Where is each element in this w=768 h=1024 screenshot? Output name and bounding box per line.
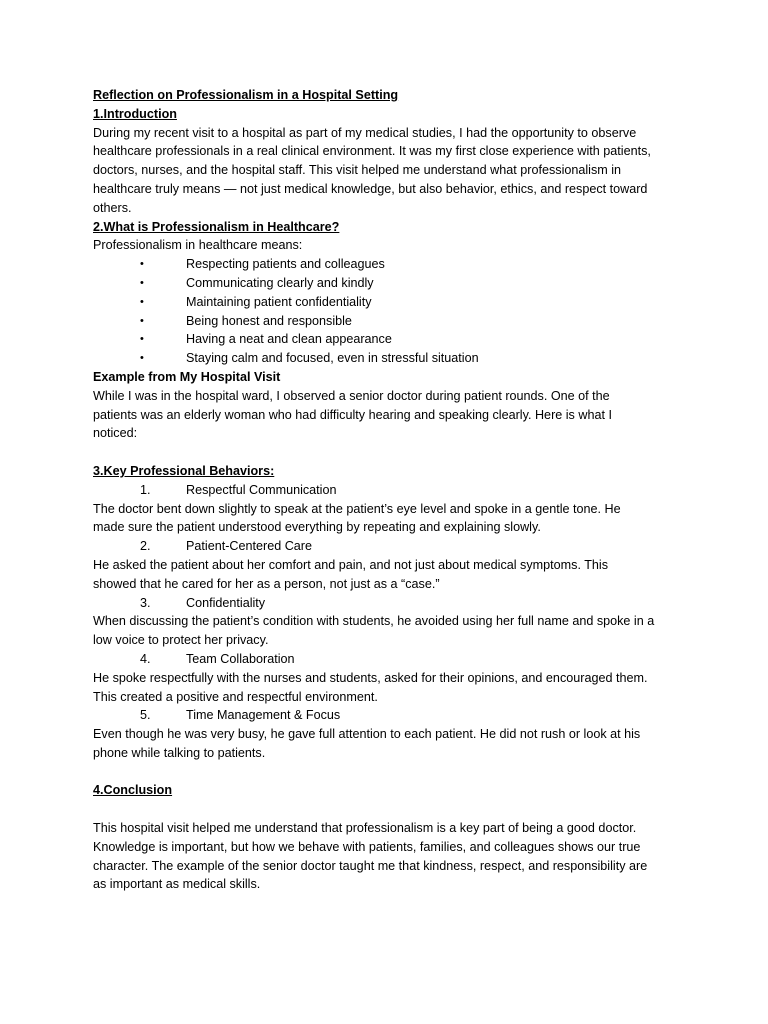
list-item (93, 255, 683, 274)
blank-line (93, 763, 683, 782)
paragraph-line: character. The example of the senior doctor taught me that kindness, respect, and responsibility are (93, 858, 648, 873)
behavior-item (93, 706, 683, 762)
list-item (93, 312, 683, 331)
item-title: Time Management & Focus (186, 708, 341, 723)
paragraph-line: showed that he cared for her as a person, not just as a “case.” (93, 576, 440, 591)
paragraph-line: healthcare truly means — not just medical knowledge, but also behavior, ethics, and respect toward (93, 181, 648, 196)
bullet-icon: • (140, 352, 144, 365)
paragraph-line: The doctor bent down slightly to speak at the patient’s eye level and spoke in a gentle tone. He (93, 501, 621, 516)
bullet-icon: • (140, 276, 144, 289)
paragraph-line: others. (93, 200, 132, 215)
list-item (93, 330, 683, 349)
item-number: 1. (140, 482, 151, 497)
behavior-item (93, 650, 683, 706)
behavior-item (93, 537, 683, 593)
section-heading-what-is-professionalism: 2.What is Professionalism in Healthcare? (93, 219, 340, 234)
numbered-item (93, 537, 683, 556)
paragraph-line: low voice to protect her privacy. (93, 633, 269, 648)
paragraph-line: He spoke respectfully with the nurses and students, asked for their opinions, and encouraged them. (93, 670, 648, 685)
list-item-text: Being honest and responsible (186, 313, 352, 328)
example-paragraph (93, 387, 683, 443)
list-item-text: Maintaining patient confidentiality (186, 294, 372, 309)
bullet-icon: • (140, 295, 144, 308)
item-number: 4. (140, 651, 151, 666)
item-number: 3. (140, 595, 151, 610)
paragraph-line: While I was in the hospital ward, I observed a senior doctor during patient rounds. One of the (93, 388, 610, 403)
numbered-item (93, 706, 683, 725)
paragraph-line: doctors, nurses, and the hospital staff. This visit helped me understand what professionalism in (93, 163, 622, 178)
item-title: Confidentiality (186, 595, 266, 610)
example-subheading: Example from My Hospital Visit (93, 369, 281, 384)
item-title: Patient-Centered Care (186, 539, 313, 554)
document-page (93, 86, 683, 894)
section-heading-key-behaviors: 3.Key Professional Behaviors: (93, 463, 275, 478)
section-heading-introduction: 1.Introduction (93, 106, 177, 121)
item-title: Respectful Communication (186, 482, 337, 497)
list-item (93, 293, 683, 312)
document-title: Reflection on Professionalism in a Hospital Setting (93, 88, 399, 102)
numbered-item (93, 481, 683, 500)
item-title: Team Collaboration (186, 651, 295, 666)
item-number: 2. (140, 539, 151, 554)
paragraph-line: During my recent visit to a hospital as part of my medical studies, I had the opportunity to observe (93, 125, 637, 140)
list-item-text: Having a neat and clean appearance (186, 332, 392, 347)
list-item-text: Communicating clearly and kindly (186, 275, 374, 290)
list-item (93, 349, 683, 368)
bullet-icon: • (140, 333, 144, 346)
paragraph-line: noticed: (93, 426, 138, 441)
paragraph-line: as important as medical skills. (93, 877, 261, 892)
paragraph-line: This hospital visit helped me understand that professionalism is a key part of being a good doctor. (93, 821, 637, 836)
introduction-paragraph (93, 124, 683, 218)
numbered-item (93, 650, 683, 669)
bullet-list (93, 255, 683, 368)
paragraph-line: This created a positive and respectful environment. (93, 689, 378, 704)
paragraph-line: He asked the patient about her comfort and pain, and not just about medical symptoms. This (93, 557, 609, 572)
paragraph-line: healthcare professionals in a real clinical environment. It was my first close experience with patients, (93, 144, 651, 159)
item-number: 5. (140, 708, 151, 723)
bullet-icon: • (140, 258, 144, 271)
paragraph-line: Even though he was very busy, he gave full attention to each patient. He did not rush or look at his (93, 727, 641, 742)
bullet-list-intro: Professionalism in healthcare means: (93, 238, 303, 253)
paragraph-line: made sure the patient understood everything by repeating and explaining slowly. (93, 520, 541, 535)
list-item-text: Staying calm and focused, even in stressful situation (186, 351, 479, 366)
behavior-item (93, 481, 683, 537)
section-heading-conclusion: 4.Conclusion (93, 783, 173, 798)
paragraph-line: When discussing the patient’s condition with students, he avoided using her full name and spoke in a (93, 614, 655, 629)
conclusion-paragraph (93, 819, 683, 894)
list-item-text: Respecting patients and colleagues (186, 257, 385, 272)
behavior-item (93, 594, 683, 650)
numbered-item (93, 594, 683, 613)
bullet-icon: • (140, 314, 144, 327)
blank-line (93, 443, 683, 462)
paragraph-line: phone while talking to patients. (93, 745, 266, 760)
blank-line (93, 800, 683, 819)
paragraph-line: Knowledge is important, but how we behave with patients, families, and colleagues shows our true (93, 839, 641, 854)
paragraph-line: patients was an elderly woman who had difficulty hearing and speaking clearly. Here is what I (93, 407, 612, 422)
list-item (93, 274, 683, 293)
